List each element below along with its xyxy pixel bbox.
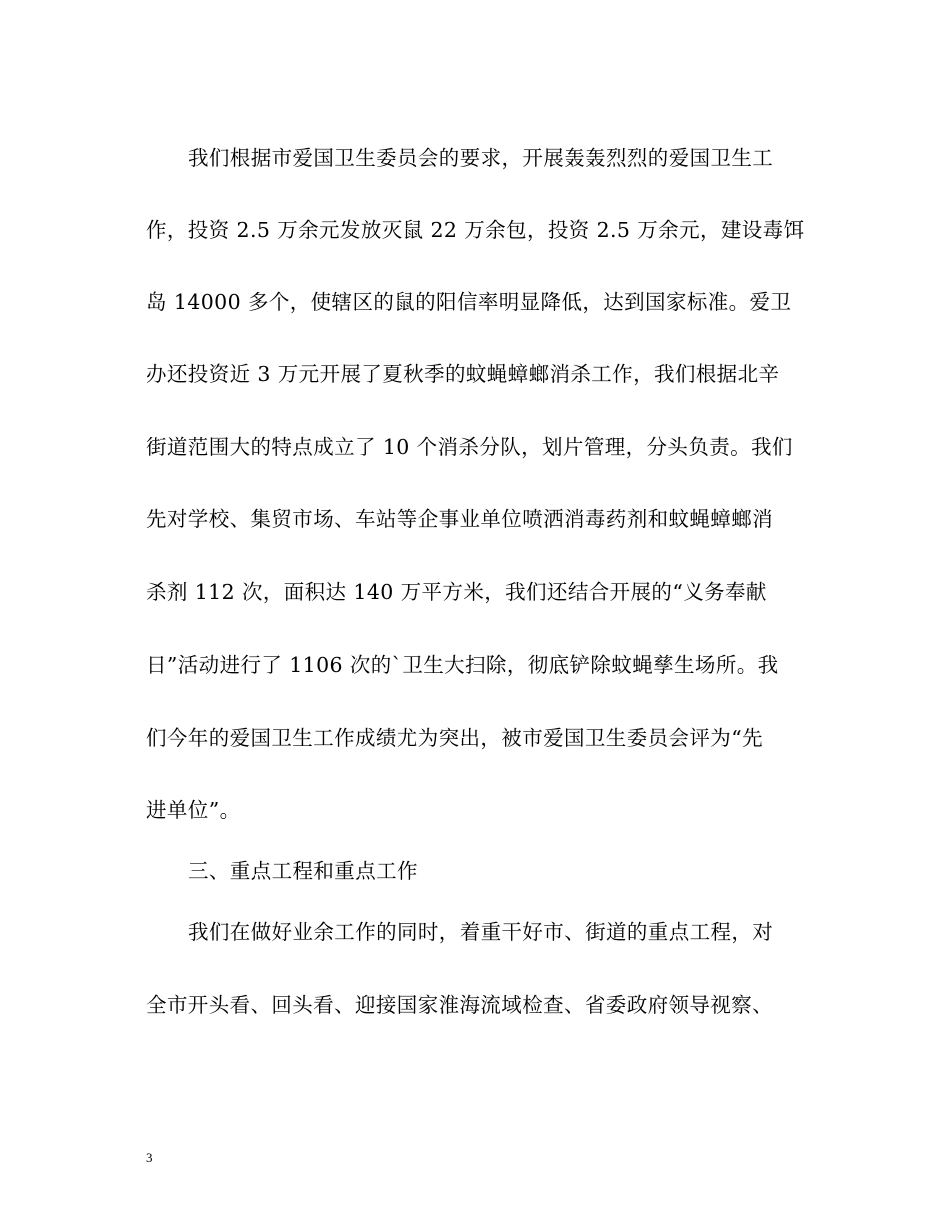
- paragraph-line-1: 我们根据市爱国卫生委员会的要求，开展轰轰烈烈的爱国卫生工: [188, 146, 774, 170]
- paragraph-line-2: 作，投资 2.5 万余元发放灭鼠 22 万余包，投资 2.5 万余元，建设毒饵: [146, 218, 805, 242]
- paragraph-line-8: 日”活动进行了 1106 次的`卫生大扫除，彻底铲除蚊蝇孳生场所。我: [146, 653, 779, 677]
- paragraph-line-9: 们今年的爱国卫生工作成绩尤为突出，被市爱国卫生委员会评为“先: [146, 726, 763, 750]
- section-heading: 三、重点工程和重点工作: [188, 859, 418, 883]
- paragraph-line-4: 办还投资近 3 万元开展了夏秋季的蚊蝇蟑螂消杀工作，我们根据北辛: [146, 362, 780, 386]
- paragraph-line-7: 杀剂 112 次，面积达 140 万平方米，我们还结合开展的“义务奉献: [146, 580, 767, 604]
- paragraph-line-6: 先对学校、集贸市场、车站等企事业单位喷洒消毒药剂和蚊蝇蟑螂消: [146, 507, 773, 531]
- paragraph-line-10: 进单位”。: [146, 798, 241, 822]
- page-number: 3: [146, 1150, 153, 1165]
- paragraph-line-5: 街道范围大的特点成立了 10 个消杀分队，划片管理，分头负责。我们: [146, 435, 793, 459]
- paragraph-line-12: 全市开头看、回头看、迎接国家淮海流域检查、省委政府领导视察、: [146, 993, 773, 1017]
- paragraph-line-11: 我们在做好业余工作的同时，着重干好市、街道的重点工程，对: [188, 920, 774, 944]
- paragraph-line-3: 岛 14000 多个，使辖区的鼠的阳信率明显降低，达到国家标准。爱卫: [146, 290, 792, 314]
